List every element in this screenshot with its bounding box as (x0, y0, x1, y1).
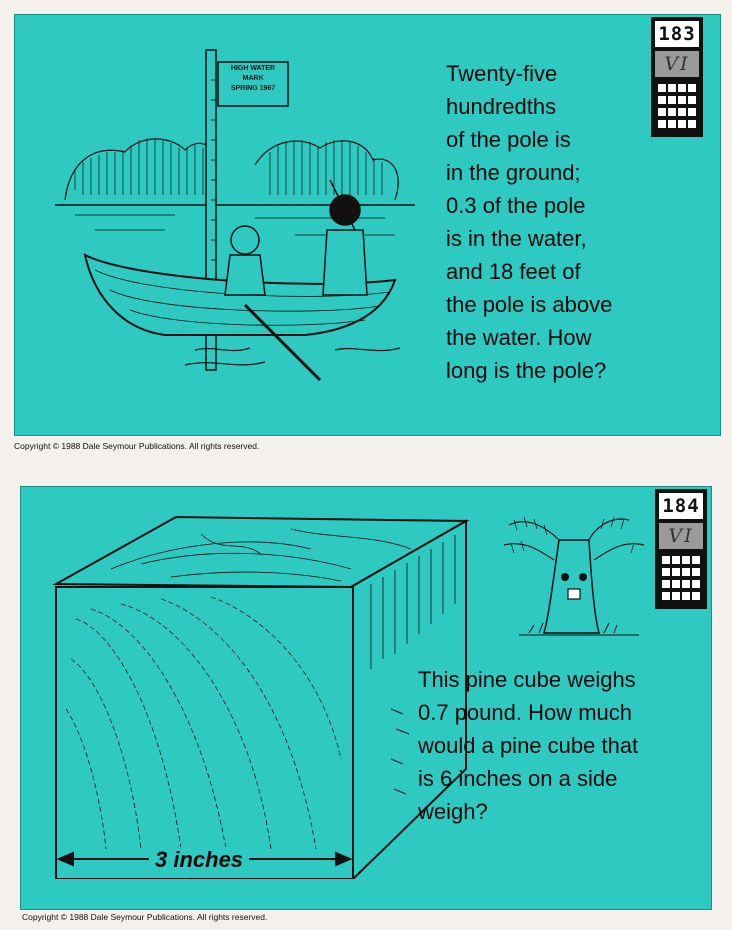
problem-text: Twenty-five hundredths of the pole is in the ground; 0.3 of the pole is in the water, and 18 feet of the pole is above the water. How long is the pole? (446, 61, 613, 383)
sign-line: MARK (242, 75, 264, 82)
problem-text: This pine cube weighs 0.7 pound. How much would a pine cube that is 6 inches on a side weigh? (418, 667, 639, 824)
sign-line: HIGH WATER (230, 65, 276, 72)
tree-icon (499, 505, 649, 645)
card-number: 183 (655, 21, 699, 47)
card-badge (655, 489, 707, 609)
problem-card-184 (20, 486, 712, 910)
copyright-text: Copyright © 1988 Dale Seymour Publications. All rights reserved. (22, 912, 268, 922)
card-level: VI (659, 523, 703, 549)
calculator-grid-icon (655, 81, 699, 131)
card-level: VI (655, 51, 699, 77)
dimension-label: 3 inches (149, 847, 249, 873)
sign-line: SPRING 1967 (230, 85, 276, 92)
card-number: 184 (659, 493, 703, 519)
card-badge (651, 17, 703, 137)
boat-illustration (55, 40, 435, 400)
calculator-grid-icon (659, 553, 703, 603)
copyright-text: Copyright © 1988 Dale Seymour Publications. All rights reserved. (14, 441, 260, 451)
problem-card-183 (14, 14, 721, 436)
high-water-sign (220, 64, 286, 94)
